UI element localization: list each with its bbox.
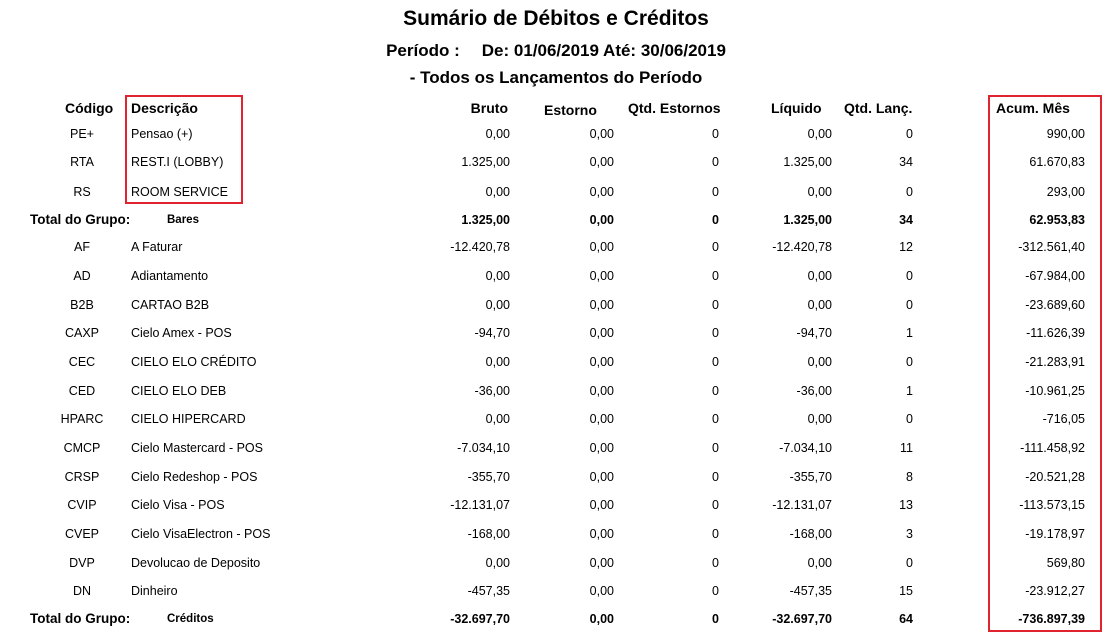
cell-codigo: CVIP [67,498,97,512]
cell-estorno: 0,00 [589,384,614,398]
cell-qtd-lanc: 1 [906,384,913,398]
cell-qtd-estornos: 0 [712,240,719,254]
cell-estorno: 0,00 [589,355,614,369]
cell-estorno: 0,00 [589,269,614,283]
cell-liquido: 0,00 [807,127,832,141]
cell-descricao: CARTAO B2B [131,298,210,312]
cell-qtd-lanc: 3 [906,527,913,541]
cell-qtd-lanc: 0 [906,412,913,426]
cell-codigo: CVEP [64,527,100,541]
cell-bruto: 0,00 [485,185,510,199]
cell-codigo: AD [73,269,91,283]
group-name: Bares [167,214,199,226]
report-title: Sumário de Débitos e Créditos [403,7,709,30]
cell-liquido: 0,00 [807,412,832,426]
cell-estorno: 0,00 [589,498,614,512]
col-header-qtd-lanc: Qtd. Lanç. [844,100,913,116]
cell-bruto: -457,35 [467,584,510,598]
cell-acum-mes: 293,00 [1046,185,1085,199]
cell-qtd-lanc: 11 [900,441,913,455]
cell-codigo: B2B [70,298,94,312]
cell-bruto: -32.697,70 [450,612,510,626]
cell-codigo: PE+ [70,127,94,141]
cell-liquido: 0,00 [807,269,832,283]
cell-liquido: -32.697,70 [772,612,832,626]
cell-estorno: 0,00 [589,527,614,541]
cell-estorno: 0,00 [589,185,614,199]
cell-qtd-estornos: 0 [712,441,719,455]
cell-qtd-lanc: 64 [899,612,913,626]
cell-acum-mes: -19.178,97 [1025,527,1085,541]
cell-qtd-lanc: 34 [899,213,913,227]
cell-descricao: Cielo Mastercard - POS [131,441,263,455]
cell-codigo: RS [73,185,91,199]
cell-liquido: -36,00 [796,384,832,398]
cell-qtd-estornos: 0 [712,527,719,541]
period-value: De: 01/06/2019 Até: 30/06/2019 [481,41,726,60]
cell-estorno: 0,00 [589,441,614,455]
cell-acum-mes: 62.953,83 [1029,213,1085,227]
cell-liquido: -12.420,78 [772,240,832,254]
cell-codigo: CED [68,384,96,398]
cell-liquido: 0,00 [807,355,832,369]
cell-liquido: -7.034,10 [779,441,832,455]
cell-qtd-estornos: 0 [712,384,719,398]
cell-qtd-estornos: 0 [712,213,719,227]
cell-liquido: 0,00 [807,556,832,570]
cell-qtd-lanc: 1 [906,326,913,340]
cell-qtd-estornos: 0 [712,127,719,141]
cell-qtd-lanc: 15 [899,584,913,598]
cell-liquido: -12.131,07 [772,498,832,512]
cell-estorno: 0,00 [589,556,614,570]
cell-estorno: 0,00 [589,213,614,227]
cell-codigo: RTA [70,155,94,169]
cell-qtd-estornos: 0 [712,355,719,369]
cell-estorno: 0,00 [589,155,614,169]
group-total-label: Total do Grupo: [30,212,131,227]
cell-acum-mes: -113.573,15 [1019,498,1085,512]
cell-estorno: 0,00 [589,240,614,254]
cell-qtd-estornos: 0 [712,556,719,570]
cell-liquido: -168,00 [789,527,832,541]
cell-qtd-estornos: 0 [712,412,719,426]
cell-estorno: 0,00 [589,584,614,598]
cell-acum-mes: -23.689,60 [1025,298,1085,312]
cell-acum-mes: -11.626,39 [1026,326,1085,340]
cell-bruto: -36,00 [474,384,510,398]
cell-liquido: -457,35 [789,584,832,598]
cell-liquido: -94,70 [796,326,832,340]
cell-qtd-lanc: 0 [906,185,913,199]
cell-estorno: 0,00 [589,612,614,626]
cell-estorno: 0,00 [589,412,614,426]
cell-acum-mes: -10.961,25 [1025,384,1085,398]
cell-descricao: CIELO HIPERCARD [131,412,246,426]
cell-descricao: CIELO ELO CRÉDITO [131,355,257,369]
cell-codigo: AF [74,240,90,254]
cell-codigo: DVP [69,556,95,570]
cell-qtd-lanc: 0 [906,127,913,141]
cell-descricao: Pensao (+) [131,127,193,141]
cell-qtd-estornos: 0 [712,498,719,512]
cell-qtd-lanc: 34 [899,155,913,169]
period-label: Período : [386,41,460,60]
col-header-qtd-estornos: Qtd. Estornos [628,100,721,116]
cell-acum-mes: -23.912,27 [1025,584,1085,598]
cell-bruto: 0,00 [485,127,510,141]
col-header-estorno: Estorno [544,102,597,118]
cell-acum-mes: 990,00 [1046,127,1085,141]
col-header-liquido: Líquido [771,100,822,116]
cell-acum-mes: -21.283,91 [1025,355,1085,369]
cell-estorno: 0,00 [589,470,614,484]
cell-bruto: 0,00 [485,556,510,570]
cell-bruto: 0,00 [485,355,510,369]
cell-qtd-estornos: 0 [712,584,719,598]
cell-qtd-lanc: 0 [906,298,913,312]
col-header-acum-mes: Acum. Mês [996,100,1070,116]
cell-codigo: CMCP [63,441,101,455]
cell-qtd-estornos: 0 [712,185,719,199]
cell-qtd-estornos: 0 [712,269,719,283]
cell-bruto: 0,00 [485,269,510,283]
cell-qtd-lanc: 8 [906,470,913,484]
cell-bruto: 0,00 [485,298,510,312]
cell-codigo: CEC [68,355,96,369]
cell-bruto: -168,00 [467,527,510,541]
cell-liquido: -355,70 [789,470,832,484]
cell-descricao: REST.I (LOBBY) [131,155,224,169]
report-subtitle: - Todos os Lançamentos do Período [409,68,703,87]
cell-liquido: 1.325,00 [783,213,832,227]
cell-liquido: 0,00 [807,185,832,199]
group-total-label: Total do Grupo: [30,611,131,626]
cell-qtd-lanc: 0 [906,269,913,283]
cell-acum-mes: -312.561,40 [1018,240,1085,254]
cell-bruto: 1.325,00 [461,213,510,227]
cell-acum-mes: -20.521,28 [1025,470,1085,484]
cell-qtd-estornos: 0 [712,470,719,484]
cell-qtd-estornos: 0 [712,326,719,340]
cell-acum-mes: -111.458,92 [1020,441,1085,455]
cell-qtd-estornos: 0 [712,298,719,312]
group-name: Créditos [167,613,214,625]
cell-qtd-lanc: 13 [899,498,913,512]
cell-codigo: HPARC [60,412,104,426]
cell-acum-mes: -716,05 [1042,412,1085,426]
report-period [0,41,1112,61]
cell-descricao: ROOM SERVICE [131,185,229,199]
cell-bruto: 0,00 [485,412,510,426]
cell-qtd-estornos: 0 [712,612,719,626]
cell-descricao: A Faturar [131,240,183,254]
col-header-bruto: Bruto [470,100,508,116]
cell-bruto: -7.034,10 [457,441,510,455]
col-header-descricao: Descrição [131,100,198,116]
cell-descricao: Cielo Amex - POS [131,326,232,340]
cell-bruto: -94,70 [474,326,510,340]
cell-qtd-lanc: 0 [906,556,913,570]
cell-bruto: -12.420,78 [450,240,510,254]
cell-qtd-lanc: 0 [906,355,913,369]
cell-bruto: -12.131,07 [450,498,510,512]
cell-estorno: 0,00 [589,326,614,340]
cell-acum-mes: 569,80 [1046,556,1085,570]
cell-liquido: 0,00 [807,298,832,312]
cell-descricao: Cielo Redeshop - POS [131,470,258,484]
cell-acum-mes: 61.670,83 [1029,155,1085,169]
cell-estorno: 0,00 [589,127,614,141]
cell-codigo: DN [72,584,92,598]
cell-descricao: Dinheiro [131,584,178,598]
cell-qtd-estornos: 0 [712,155,719,169]
cell-estorno: 0,00 [589,298,614,312]
cell-qtd-lanc: 12 [899,240,913,254]
cell-descricao: Devolucao de Deposito [131,556,261,570]
cell-acum-mes: -736.897,39 [1018,612,1085,626]
cell-codigo: CAXP [64,326,100,340]
col-header-codigo: Código [65,100,114,116]
cell-descricao: Cielo VisaElectron - POS [131,527,271,541]
cell-descricao: CIELO ELO DEB [131,384,227,398]
cell-descricao: Adiantamento [131,269,209,283]
cell-codigo: CRSP [64,470,100,484]
cell-descricao: Cielo Visa - POS [131,498,225,512]
cell-bruto: -355,70 [467,470,510,484]
cell-bruto: 1.325,00 [461,155,510,169]
cell-acum-mes: -67.984,00 [1025,269,1085,283]
cell-liquido: 1.325,00 [783,155,832,169]
